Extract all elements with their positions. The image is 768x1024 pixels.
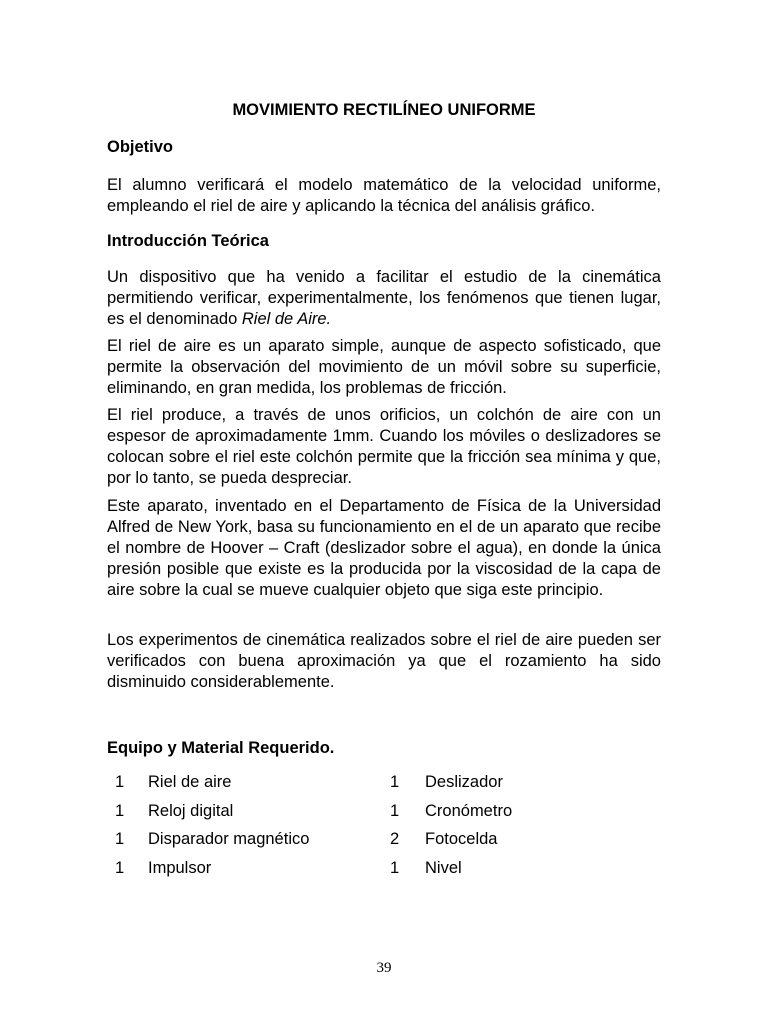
equipo-heading: Equipo y Material Requerido.: [107, 739, 335, 757]
page-number: 39: [376, 960, 392, 976]
intro-paragraph-3: El riel produce, a través de unos orificios, un colchón de aire con un espesor de aproximadamente 1mm. Cuando los móviles o deslizadores se colocan sobre el riel este colchón permite que la fricción sea mínima y que, por lo tanto, se pueda despreciar.: [107, 406, 661, 487]
riel-de-aire-term: Riel de Aire.: [241, 310, 332, 328]
equipment-quantity: 1: [390, 801, 400, 820]
equipment-item: Deslizador: [425, 773, 503, 791]
equipment-row: [107, 799, 661, 828]
equipment-item: Cronómetro: [425, 801, 513, 820]
intro-paragraph-1: [107, 267, 661, 330]
objetivo-paragraph: El alumno verificará el modelo matemático de la velocidad uniforme, empleando el riel de aire y aplicando la técnica del análisis gráfico.: [107, 176, 661, 215]
equipment-row: [107, 856, 661, 885]
page-title: MOVIMIENTO RECTILÍNEO UNIFORME: [232, 101, 536, 119]
intro-paragraph-2: El riel de aire es un aparato simple, aunque de aspecto sofisticado, que permite la observación del movimiento de un móvil sobre su superficie, eliminando, en gran medida, los problemas de fricción.: [107, 337, 661, 397]
equipment-quantity: 2: [390, 830, 400, 848]
equipment-item: Reloj digital: [148, 801, 234, 820]
equipment-quantity: 1: [390, 773, 400, 791]
introduccion-heading: Introducción Teórica: [107, 232, 269, 250]
equipment-item: Riel de aire: [148, 773, 232, 791]
intro-paragraph-5: Los experimentos de cinemática realizados sobre el riel de aire pueden ser verificados con buena aproximación ya que el rozamiento ha sido disminuido considerablemente.: [107, 631, 661, 691]
equipment-quantity: 1: [115, 830, 125, 848]
equipment-item: Fotocelda: [425, 830, 498, 848]
equipment-item: Nivel: [425, 858, 462, 877]
equipment-row: [107, 770, 661, 799]
equipment-row: [107, 827, 661, 856]
intro-paragraph-1-text: Un dispositivo que ha venido a facilitar el estudio de la cinemática permitiendo verificar, experimentalmente, los fenómenos que tienen lugar, es el denominado: [107, 268, 661, 328]
equipment-quantity: 1: [115, 801, 125, 820]
equipment-quantity: 1: [115, 858, 125, 877]
equipment-item: Impulsor: [148, 858, 212, 877]
equipment-item: Disparador magnético: [148, 830, 310, 848]
equipment-quantity: 1: [390, 858, 400, 877]
objetivo-heading: Objetivo: [107, 138, 174, 156]
equipment-list: [107, 770, 661, 884]
intro-paragraph-4: Este aparato, inventado en el Departamento de Física de la Universidad Alfred de New York, basa su funcionamiento en el de un aparato que recibe el nombre de Hoover – Craft (deslizador sobre el agua), en donde la única presión posible que existe es la producida por la viscosidad de la capa de aire sobre la cual se mueve cualquier objeto que siga este principio.: [107, 497, 661, 599]
equipment-quantity: 1: [115, 773, 125, 791]
